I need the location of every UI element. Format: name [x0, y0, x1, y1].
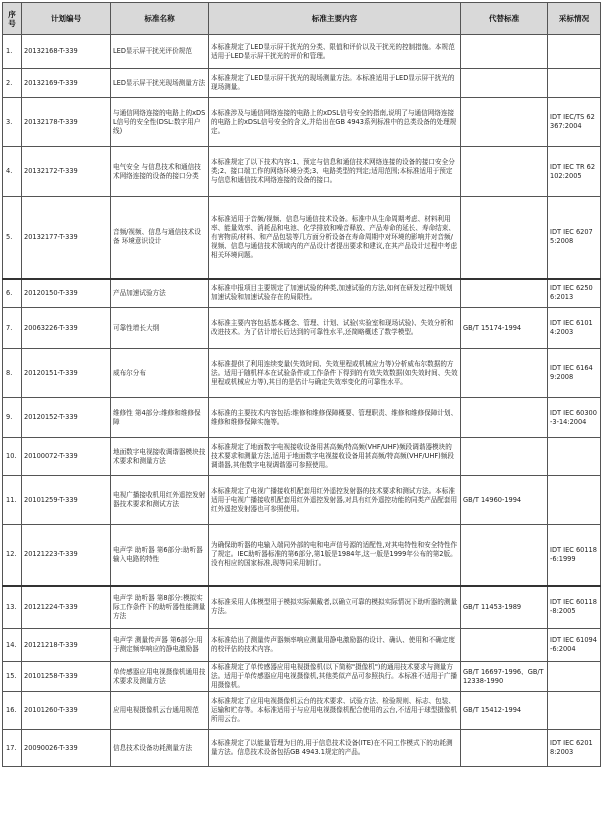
row-name: 与通信网络连接的电路上的xDSL信号的安全性(DSL:数字用户线) [111, 98, 209, 147]
table-row [3, 438, 601, 476]
row-replaces [461, 98, 548, 147]
table-row [3, 662, 601, 692]
header-plan-no: 计划编号 [22, 3, 111, 35]
table-row [3, 398, 601, 438]
row-name: 电气安全 与信息技术和通信技术网络连接的设备的接口分类 [111, 147, 209, 197]
table-row [3, 629, 601, 662]
header-name: 标准名称 [111, 3, 209, 35]
row-name: 信息技术设备功耗测量方法 [111, 730, 209, 767]
table-row [3, 308, 601, 349]
row-name: 应用电视摄像机云台通用规范 [111, 692, 209, 730]
row-plan-no: 20090026-T-339 [22, 730, 111, 767]
row-name: 维修性 第4部分:维修和维修保障 [111, 398, 209, 438]
header-row [3, 3, 601, 35]
table-row [3, 730, 601, 767]
table-row [3, 525, 601, 586]
header-adoption: 采标情况 [548, 3, 601, 35]
row-name: 单传感器应用电视摄像机通用技术要求及测量方法 [111, 662, 209, 692]
row-adoption [548, 69, 601, 98]
row-seq: 6. [3, 279, 22, 308]
row-adoption: IDT IEC 61649:2008 [548, 349, 601, 398]
table-row [3, 69, 601, 98]
row-seq: 4. [3, 147, 22, 197]
row-name: 音频/视频、信息与通信技术设备 环境意识设计 [111, 197, 209, 279]
row-content: 本标准提供了利用连续变量(失效时间、失效里程或机械应力等)分析威布尔数据的方法。适用于随机样本在试验条件或工作条件下得到的有效失效数据(如失效时间、失效里程或机械应力等),其目的是估计与确定失效率变化的可靠性水平。 [209, 349, 461, 398]
row-replaces: GB/T 15412-1994 [461, 692, 548, 730]
row-name: 电声学 测量传声器 第6部分:用于测定频率响应的静电激励器 [111, 629, 209, 662]
row-name: 地面数字电视接收调谐器模块技术要求和测量方法 [111, 438, 209, 476]
row-content: 本标准规定了应用电视摄像机云台的技术要求、试验方法、检验规则、标志、包装、运输和贮存等。本标准适用于与应用电视摄像机配合使用的云台,不适用于球型摄像机所用云台。 [209, 692, 461, 730]
row-seq: 7. [3, 308, 22, 349]
row-plan-no: 20120151-T-339 [22, 349, 111, 398]
row-seq: 8. [3, 349, 22, 398]
row-content: 本标准主要内容包括基本概念、管理、计划、试验(实验室和现场试验)、失效分析和改进技术。为了估计增长后达到的可靠性水平,还简略概述了数学模型。 [209, 308, 461, 349]
standards-table [2, 2, 601, 767]
row-seq: 3. [3, 98, 22, 147]
row-plan-no: 20121218-T-339 [22, 629, 111, 662]
row-replaces [461, 147, 548, 197]
row-name: LED显示屏干扰光现场测量方法 [111, 69, 209, 98]
row-replaces [461, 730, 548, 767]
row-replaces [461, 69, 548, 98]
row-name: 电声学 助听器 第6部分:助听器输入电路的特性 [111, 525, 209, 586]
row-content: 本标准规定了地面数字电视接收设备用甚高频/特高频(VHF/UHF)频段调谐器模块的技术要求和测量方法,适用于地面数字电视接收设备用甚高频/特高频(VHF/UHF)频段调谐器,其他数字电视调谐器可参照使用。 [209, 438, 461, 476]
row-seq: 1. [3, 35, 22, 69]
row-seq: 14. [3, 629, 22, 662]
row-seq: 2. [3, 69, 22, 98]
row-adoption: IDT IEC 62506:2013 [548, 279, 601, 308]
header-seq: 序号 [3, 3, 22, 35]
row-adoption: IDT IEC 60118-6:1999 [548, 525, 601, 586]
row-name: 电声学 助听器 第8部分:模拟实际工作条件下的助听器性能测量方法 [111, 586, 209, 629]
row-plan-no: 20132168-T-339 [22, 35, 111, 69]
row-replaces: GB/T 15174-1994 [461, 308, 548, 349]
header-replaces: 代替标准 [461, 3, 548, 35]
row-plan-no: 20101259-T-339 [22, 476, 111, 525]
row-plan-no: 20121224-T-339 [22, 586, 111, 629]
row-plan-no: 20120150-T-339 [22, 279, 111, 308]
row-replaces [461, 398, 548, 438]
header-content: 标准主要内容 [209, 3, 461, 35]
row-plan-no: 20132178-T-339 [22, 98, 111, 147]
row-adoption: IDT IEC 61014:2003 [548, 308, 601, 349]
row-adoption: IDT IEC TR 62102:2005 [548, 147, 601, 197]
row-content: 本标准规定了以下技术内容:1、预定与信息和通信技术网络连接的设备的接口安全分类;2、接口端工作的网络环境分类;3、电路类型的判定;适用范围;本标准适用于预定与信息和通信技术网络连接的设备的接口。 [209, 147, 461, 197]
row-plan-no: 20132169-T-339 [22, 69, 111, 98]
row-seq: 9. [3, 398, 22, 438]
row-name: 电视广播接收机用红外遥控发射器技术要求和测试方法 [111, 476, 209, 525]
row-content: 本标准规定了单传感器应用电视摄像机(以下简称"摄像机")的通用技术要求与测量方法。适用于单传感器应用电视摄像机,其他类似产品可参照执行。本标准不适用于广播用摄像机。 [209, 662, 461, 692]
row-adoption: IDT IEC/TS 62367:2004 [548, 98, 601, 147]
row-plan-no: 20101260-T-339 [22, 692, 111, 730]
row-replaces [461, 197, 548, 279]
row-content: 为确保助听器的电输入端同外部的电和电声信号源的适配性,对其电特性和安全特性作了规定。IEC助听器标准的第6部分,第1版是1984年,这一版是1999年公布的第2版。没有相应的国家标准,现等同采用制订。 [209, 525, 461, 586]
row-content: 本标准的主要技术内容包括:维修和维修保障概要、管理职责、维修和维修保障计划、维修和维修保障实施等。 [209, 398, 461, 438]
row-content: 本标准规定了LED显示屏干扰光的分类、限值和评价以及干扰光的控制措施。本规范适用于LED显示屏干扰光的评价和管理。 [209, 35, 461, 69]
table-row [3, 692, 601, 730]
row-adoption [548, 476, 601, 525]
row-replaces [461, 349, 548, 398]
table-row [3, 349, 601, 398]
row-replaces: GB/T 14960-1994 [461, 476, 548, 525]
table-row [3, 98, 601, 147]
row-content: 本标准申报项目主要规定了加速试验的种类,加速试验的方法,如何在研发过程中规划加速试验和加速试验存在的局限性。 [209, 279, 461, 308]
row-content: 本标准适用于音频/视频、信息与通信技术设备。标准中从生命周期考虑、材料利用率、能量效率、消耗品和电池、化学排放和噪音释放、产品寿命的延长、寿命结束、有害物质/材料、和产品包装等几方面分析设备在寿命周期中对环境的影响并对音频/视频、信息与通信技术领域内的产品设计者提出要求和建议,在其产品设计过程中考虑相关环境问题。 [209, 197, 461, 279]
row-replaces [461, 35, 548, 69]
row-plan-no: 20132172-T-339 [22, 147, 111, 197]
row-replaces [461, 279, 548, 308]
row-adoption: IDT IEC 60118-8:2005 [548, 586, 601, 629]
row-plan-no: 20120152-T-339 [22, 398, 111, 438]
row-plan-no: 20100072-T-339 [22, 438, 111, 476]
table-row [3, 586, 601, 629]
row-seq: 15. [3, 662, 22, 692]
row-seq: 5. [3, 197, 22, 279]
row-replaces [461, 525, 548, 586]
row-adoption [548, 662, 601, 692]
table-row [3, 35, 601, 69]
row-content: 本标准涉及与通信网络连接的电路上的xDSL信号安全的指南,说明了与通信网络连接的电路上的xDSL信号安全的含义,并给出在GB 4943系列标准中的总类设备的处理规定。 [209, 98, 461, 147]
row-seq: 12. [3, 525, 22, 586]
row-adoption [548, 438, 601, 476]
row-adoption: IDT IEC 60300-3-14:2004 [548, 398, 601, 438]
row-plan-no: 20121223-T-339 [22, 525, 111, 586]
row-plan-no: 20101258-T-339 [22, 662, 111, 692]
row-content: 本标准规定了电视广播接收机配套用红外遥控发射器的技术要求和测试方法。本标准适用于电视广播接收机配套用红外遥控发射器,对具有红外遥控功能的同类产品配套用红外遥控发射器也可参照使用。 [209, 476, 461, 525]
table-row [3, 476, 601, 525]
row-seq: 11. [3, 476, 22, 525]
row-adoption [548, 692, 601, 730]
row-replaces: GB/T 11453-1989 [461, 586, 548, 629]
row-seq: 10. [3, 438, 22, 476]
row-replaces [461, 438, 548, 476]
row-plan-no: 20132177-T-339 [22, 197, 111, 279]
row-replaces: GB/T 16697-1996、GB/T 12338-1990 [461, 662, 548, 692]
row-name: 威布尔分布 [111, 349, 209, 398]
row-content: 本标准采用人体模型用于模拟实际佩戴者,以确立可靠的模拟实际情况下助听器的测量方法。 [209, 586, 461, 629]
row-content: 本标准规定了LED显示屏干扰光的现场测量方法。本标准适用于LED显示屏干扰光的现场测量。 [209, 69, 461, 98]
row-adoption: IDT IEC 62075:2008 [548, 197, 601, 279]
row-adoption: IDT IEC 62018:2003 [548, 730, 601, 767]
row-name: LED显示屏干扰光评价规范 [111, 35, 209, 69]
row-content: 本标准给出了测量传声器频率响应测量用静电激励器的设计、确认、使用和不确定度的校评估的技术内容。 [209, 629, 461, 662]
row-replaces [461, 629, 548, 662]
row-adoption [548, 35, 601, 69]
row-name: 可靠性增长大纲 [111, 308, 209, 349]
row-content: 本标准规定了以能量管理为目的,用于信息技术设备(ITE)在不同工作模式下的功耗测量方法。信息技术设备包括GB 4943.1规定的产品。 [209, 730, 461, 767]
row-plan-no: 20063226-T-339 [22, 308, 111, 349]
row-name: 产品加速试验方法 [111, 279, 209, 308]
row-adoption: IDT IEC 61094-6:2004 [548, 629, 601, 662]
table-row [3, 147, 601, 197]
table-row [3, 279, 601, 308]
row-seq: 13. [3, 586, 22, 629]
row-seq: 16. [3, 692, 22, 730]
row-seq: 17. [3, 730, 22, 767]
table-row [3, 197, 601, 279]
